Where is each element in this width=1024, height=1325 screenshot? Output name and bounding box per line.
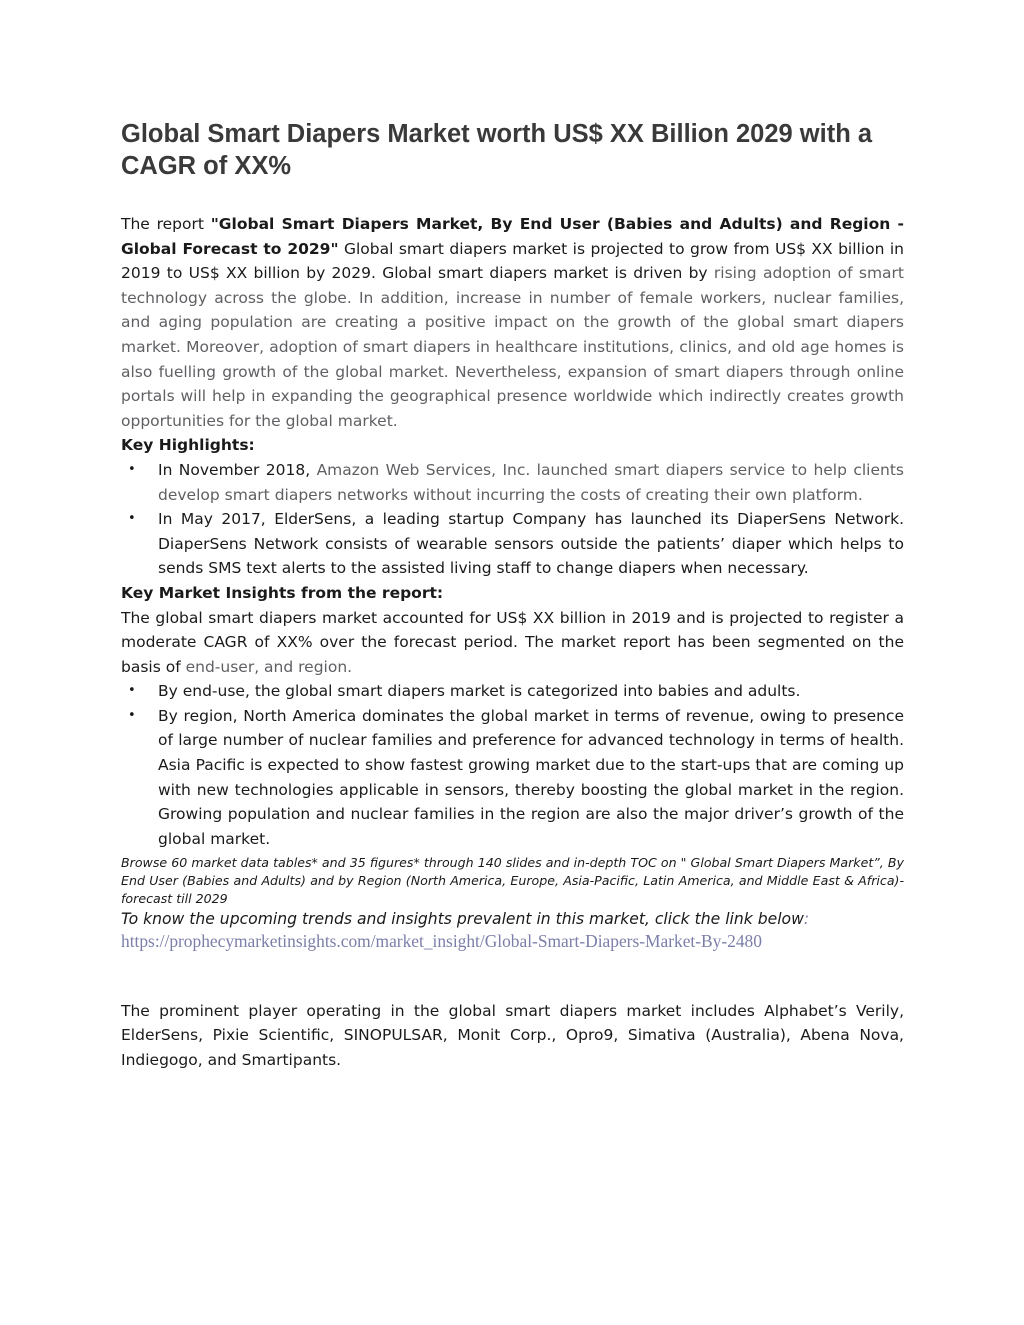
bullet-icon: • <box>128 683 136 699</box>
insights-paragraph <box>121 606 904 680</box>
key-highlights-list <box>121 458 904 581</box>
intro-lead: The report <box>121 215 211 233</box>
highlight-1-lead: In November 2018, <box>158 460 317 479</box>
bullet-icon: • <box>128 511 136 527</box>
players-paragraph: The prominent player operating in the global smart diapers market includes Alphabet’s Verily, ElderSens, Pixie Scientific, SINOPULSAR, Monit Corp., Opro9, Simativa (Australia), Abena Nova, Indiegogo, and Smartipants. <box>121 1001 904 1070</box>
document-title: Global Smart Diapers Market worth US$ XX Billion 2029 with a CAGR of XX% <box>121 120 873 180</box>
key-highlights-heading: Key Highlights: <box>121 436 255 455</box>
list-item <box>121 704 904 852</box>
report-link[interactable]: https://prophecymarketinsights.com/market_insight/Global-Smart-Diapers-Market-By-2480 <box>121 930 762 951</box>
report-name: "Global Smart Diapers Market, By End User (Babies and Adults) and Region - Global Forecast to 2029" <box>121 215 904 258</box>
bullet-icon: • <box>128 461 136 477</box>
intro-sentence: Global smart diapers market is projected to grow from US$ XX billion in 2019 to US$ XX billion by 2029. Global smart diapers market is driven by <box>121 239 905 283</box>
insight-2-text: By region, North America dominates the global market in terms of revenue, owing to presence of large number of nuclear families and preference for advanced technology in terms of health. Asia Pacific is expected to show fastest growing market due to the start-ups that are coming up with new technologies applicable in sensors, thereby boosting the global market in the region. Growing population and nuclear families in the region are also the major driver’s growth of the global market. <box>158 706 904 848</box>
cta-colon: : <box>803 909 810 928</box>
list-item <box>121 679 904 704</box>
list-item <box>121 507 904 581</box>
insights-text: The global smart diapers market accounted for US$ XX billion in 2019 and is projected to register a moderate CAGR of XX% over the forecast period. The market report has been segmented on the basis of <box>121 608 904 676</box>
browse-note: Browse 60 market data tables* and 35 figures* through 140 slides and in-depth TOC on " Global Smart Diapers Market”, By End User (Babies and Adults) and by Region (North America, Europe, Asia-Pacific, Latin America, and Middle East & Africa)- forecast till 2029 <box>121 855 904 907</box>
highlight-2-text: In May 2017, ElderSens, a leading startup Company has launched its DiaperSens Network. DiaperSens Network consists of wearable sensors outside the patients’ diaper which helps to sends SMS text alerts to the assisted living staff to change diapers when necessary. <box>158 510 904 578</box>
cta-label: To know the upcoming trends and insights prevalent in this market, click the link below <box>121 909 804 928</box>
insights-heading: Key Market Insights from the report: <box>121 583 444 602</box>
highlight-1-text: Amazon Web Services, Inc. launched smart diapers service to help clients develop smart diapers networks without incurring the costs of creating their own platform. <box>158 460 904 504</box>
document-body <box>121 212 904 1073</box>
insight-1-text: By end-use, the global smart diapers market is categorized into babies and adults. <box>158 682 801 701</box>
insights-list <box>121 679 904 851</box>
intro-paragraph <box>121 212 904 433</box>
list-item <box>121 458 904 507</box>
cta-text <box>121 908 904 930</box>
bullet-icon: • <box>128 707 136 723</box>
insights-segments: end-user, and region. <box>185 657 353 676</box>
intro-drivers-text: rising adoption of smart technology across the globe. In addition, increase in number of female workers, nuclear families, and aging population are creating a positive impact on the growth of the global smart diapers market. Moreover, adoption of smart diapers in healthcare institutions, clinics, and old age homes is also fuelling growth of the global market. Nevertheless, expansion of smart diapers through online portals will help in expanding the geographical presence worldwide which indirectly creates growth opportunities for the global market. <box>121 264 904 430</box>
